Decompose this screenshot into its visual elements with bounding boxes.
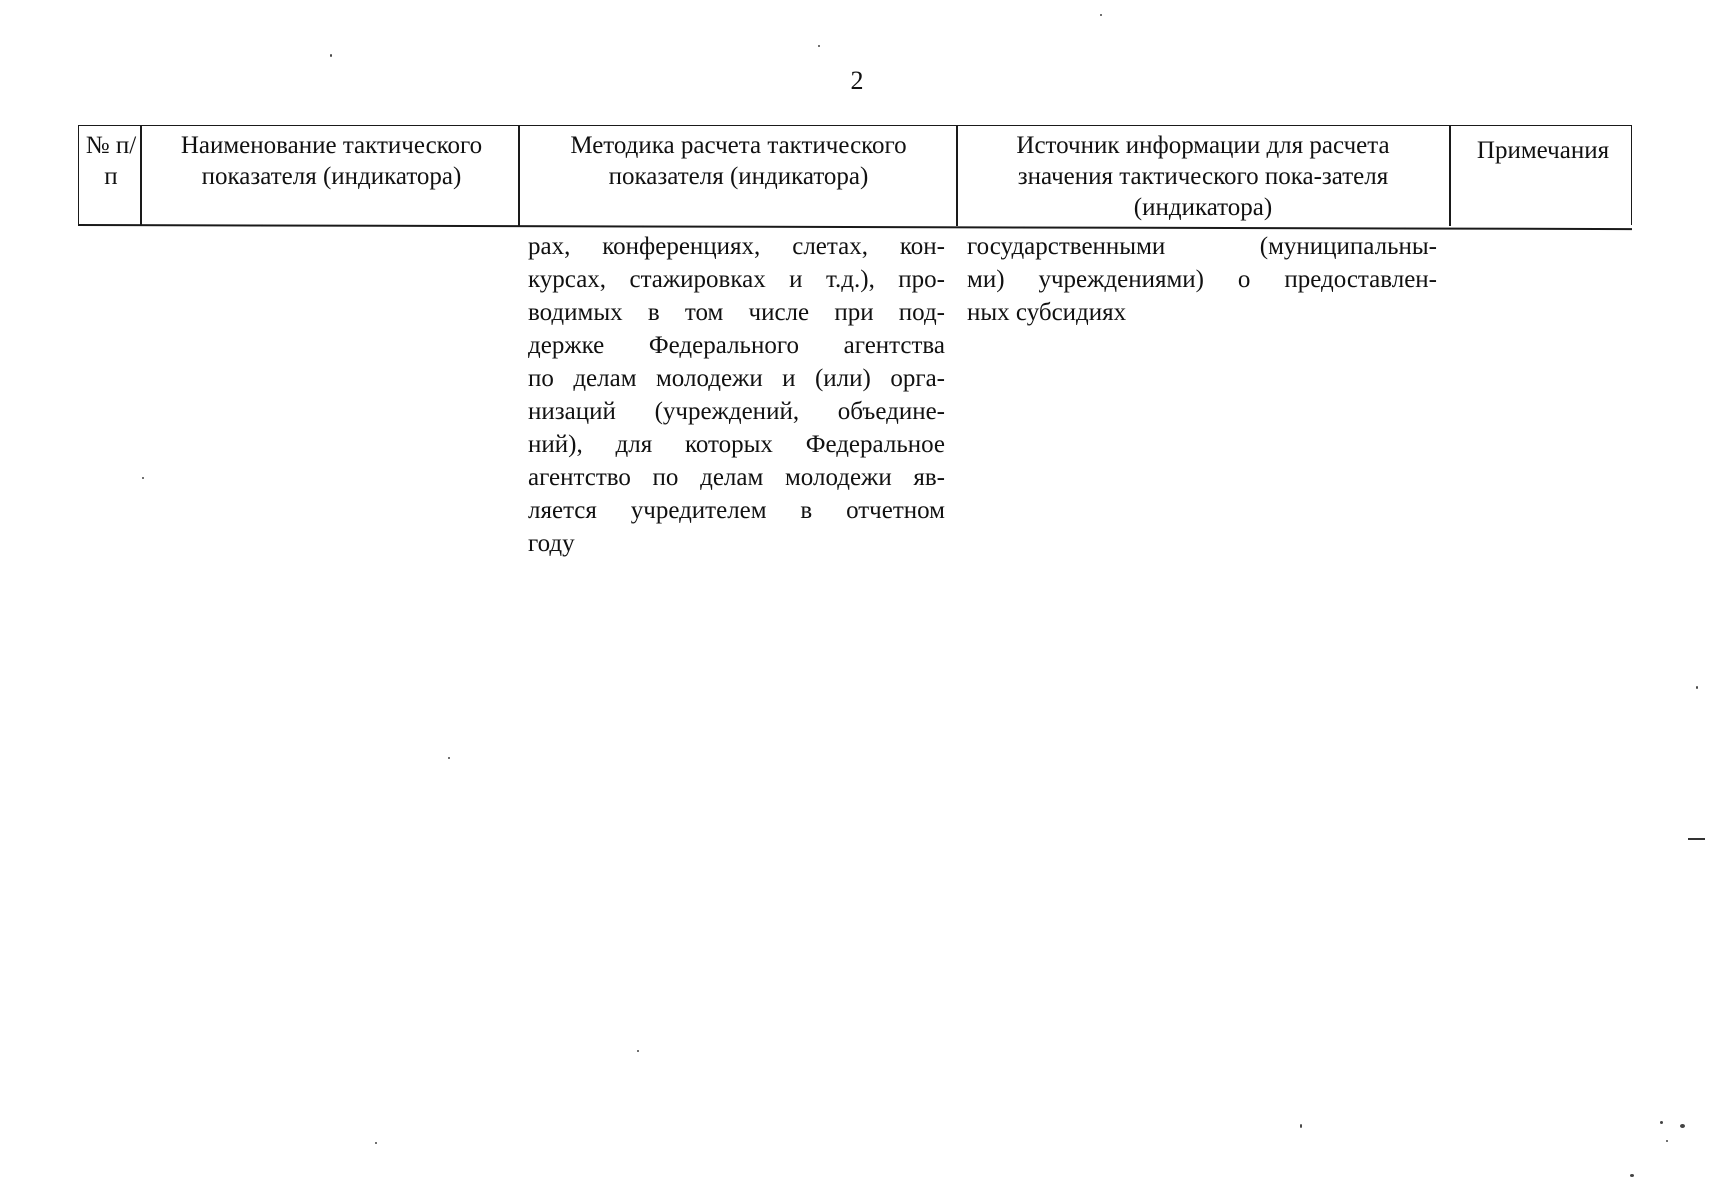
method-line: держке Федерального агентства: [528, 332, 945, 359]
header-col-name: Наименование тактического показателя (индикатора): [180, 132, 483, 190]
column-divider: [140, 126, 142, 226]
scan-speck: [1680, 1124, 1685, 1128]
source-line: ми) учреждениями) о предоставлен-: [967, 266, 1437, 293]
scan-speck: [375, 1142, 377, 1144]
scan-speck: [637, 1050, 639, 1052]
scan-speck: [1666, 1140, 1668, 1142]
scan-speck: [142, 477, 144, 479]
scan-speck: [1100, 14, 1102, 16]
source-line: государственными (муниципальны-: [967, 233, 1437, 260]
header-col-number: № п/п: [85, 132, 137, 190]
source-cell: [967, 230, 1437, 329]
source-line: ных субсидиях: [967, 299, 1127, 326]
method-line: водимых в том числе при под-: [528, 299, 945, 326]
method-line: ляется учредителем в отчетном: [528, 497, 945, 524]
method-line: рах, конференциях, слетах, кон-: [528, 233, 945, 260]
method-line: ний), для которых Федеральное: [528, 431, 945, 458]
column-divider: [518, 126, 520, 226]
column-divider: [1449, 126, 1451, 226]
method-line: низаций (учреждений, объедине-: [528, 398, 945, 425]
header-col-method: Методика расчета тактического показателя (индикатора): [570, 132, 907, 190]
scan-speck: [1300, 1124, 1302, 1128]
scan-speck: [1630, 1174, 1634, 1177]
method-line: году: [528, 530, 575, 557]
scan-dash: [1688, 838, 1705, 840]
method-line: по делам молодежи и (или) орга-: [528, 365, 945, 392]
scan-speck: [330, 54, 332, 57]
table-header: [78, 125, 1632, 225]
method-line: агентство по делам молодежи яв-: [528, 464, 945, 491]
scan-speck: [1660, 1121, 1663, 1124]
scan-speck: [818, 45, 820, 47]
scan-speck: [1696, 686, 1698, 689]
header-col-notes: Примечания: [1476, 137, 1610, 164]
page-number: 2: [850, 66, 864, 95]
scan-speck: [448, 757, 450, 759]
method-line: курсах, стажировках и т.д.), про-: [528, 266, 945, 293]
column-divider: [956, 126, 958, 226]
header-col-source: Источник информации для расчета значения тактического пока-зателя (индикатора): [1016, 132, 1390, 221]
method-cell: [528, 230, 945, 560]
